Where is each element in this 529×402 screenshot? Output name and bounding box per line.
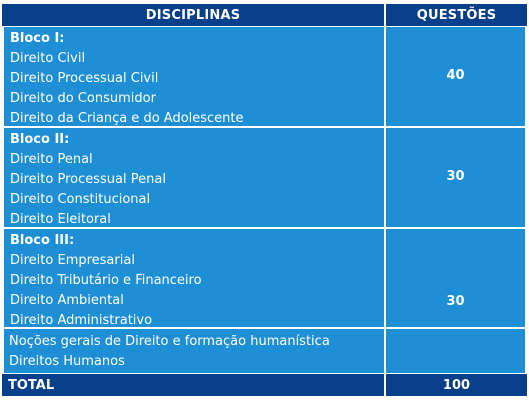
block-2-item-3: Direito Constitucional [10,192,151,207]
header-questoes-label: QUESTÕES [416,8,497,23]
total-label: TOTAL [8,378,55,393]
block-3-item-2: Direito Tributário e Financeiro [10,273,202,288]
block-3-title: Bloco III: [10,233,75,248]
block-2-item-1: Direito Penal [10,152,93,167]
block-1-disciplines [4,27,384,126]
block-2-item-4: Direito Eleitoral [10,212,111,227]
block-1-item-1: Direito Civil [10,51,86,66]
total-value: 100 [442,378,471,393]
total-value-cell [386,374,527,396]
notes-item-1: Noções gerais de Direito e formação humanística [9,334,330,349]
block-2-questions: 30 [446,169,465,184]
block-2-title: Bloco II: [10,132,70,147]
block-1-item-3: Direito do Consumidor [10,91,156,106]
block-3-disciplines [4,229,384,327]
block-3-questions-cell [386,229,525,327]
block-1-title: Bloco I: [10,31,65,46]
notes-item-2: Direitos Humanos [9,354,125,369]
block-1-questions: 40 [446,68,465,83]
header-disciplinas-label: DISCIPLINAS [145,8,241,23]
block-1-item-4: Direito da Criança e do Adolescente [10,111,244,126]
header-disciplinas [2,4,384,26]
block-3-item-1: Direito Empresarial [10,253,135,268]
notes-disciplines [4,329,384,373]
block-1-questions-cell [386,27,525,126]
notes-questions-cell [386,329,525,373]
header-questoes [386,4,527,26]
block-1-item-2: Direito Processual Civil [10,71,159,86]
block-2-item-2: Direito Processual Penal [10,172,166,187]
block-3-item-3: Direito Ambiental [10,293,124,308]
block-3-questions: 30 [446,294,465,309]
block-3-item-4: Direito Administrativo [10,313,153,328]
block-2-disciplines [4,128,384,227]
total-label-cell [2,374,384,396]
block-2-questions-cell [386,128,525,227]
